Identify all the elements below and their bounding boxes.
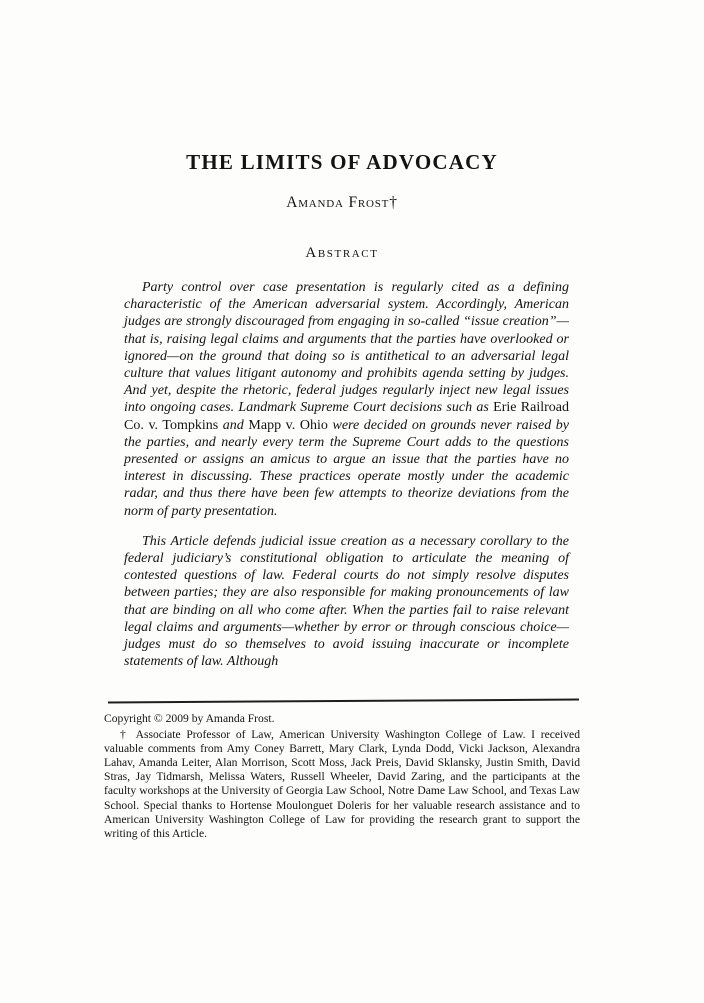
abstract-paragraph-1 bbox=[124, 279, 569, 520]
abstract-p1-conjunction: and bbox=[218, 417, 249, 433]
dagger-symbol: † bbox=[120, 728, 129, 742]
footnote-divider-rule bbox=[108, 699, 579, 704]
abstract-p1-text-1: Party control over case presentation is regularly cited as a defining characteristic of the American adversarial system. Accordingly, American judges are strongly discouraged from engaging in so-called “issue creation”—that is, raising legal claims and arguments that the parties have overlooked or ignored—on the ground that doing so is antithetical to an adversarial legal culture that values litigant autonomy and prohibits agenda setting by judges. And yet, despite the rhetoric, federal judges regularly inject new legal issues into ongoing cases. Landmark Supreme Court decisions such as bbox=[124, 280, 569, 416]
abstract-paragraph-2: This Article defends judicial issue creation as a necessary corollary to the federal judiciary’s constitutional obligation to articulate the meaning of contested questions of law. Federal courts do not simply resolve disputes between parties; they are also responsible for making pronouncements of law that are binding on all who come after. When the parties fail to raise relevant legal claims and arguments—whether by error or through conscious choice—judges must do so themselves to avoid issuing inaccurate or incomplete statements of law. Although bbox=[124, 533, 569, 670]
abstract-body bbox=[124, 279, 569, 670]
article-title: THE LIMITS OF ADVOCACY bbox=[186, 150, 498, 174]
author-byline: Amanda Frost† bbox=[286, 194, 398, 211]
footnote-block bbox=[104, 712, 580, 841]
author-footnote bbox=[104, 728, 580, 841]
abstract-heading: Abstract bbox=[305, 245, 379, 261]
case-citation-mapp: Mapp v. Ohio bbox=[248, 417, 328, 433]
abstract-p1-text-2: were decided on grounds never raised by the parties, and nearly every term the Supreme Court adds to the questions presented or assigns an amicus to argue an issue that the parties have no interest in discussing. These practices operate mostly under the academic radar, and thus there have been few attempts to theorize deviations from the norm of party presentation. bbox=[124, 417, 570, 519]
author-footnote-text: Associate Professor of Law, American University Washington College of Law. I received valuable comments from Amy Coney Barrett, Mary Clark, Lynda Dodd, Vicki Jackson, Alexandra Lahav, Amanda Leiter, Alan Morrison, Scott Moss, Jack Preis, David Sklansky, Justin Smith, David Stras, Jay Tidmarsh, Melissa Waters, Russell Wheeler, David Zaring, and the participants at the faculty workshops at the University of Georgia Law School, Notre Dame Law School, and Texas Law School. Special thanks to Hortense Moulonguet Doleris for her valuable research assistance and to American University Washington College of Law for providing the research grant to support the writing of this Article. bbox=[104, 728, 580, 840]
case-citation-erie: Erie Railroad Co. v. Tompkins bbox=[124, 400, 569, 433]
copyright-line: Copyright © 2009 by Amanda Frost. bbox=[104, 712, 275, 725]
